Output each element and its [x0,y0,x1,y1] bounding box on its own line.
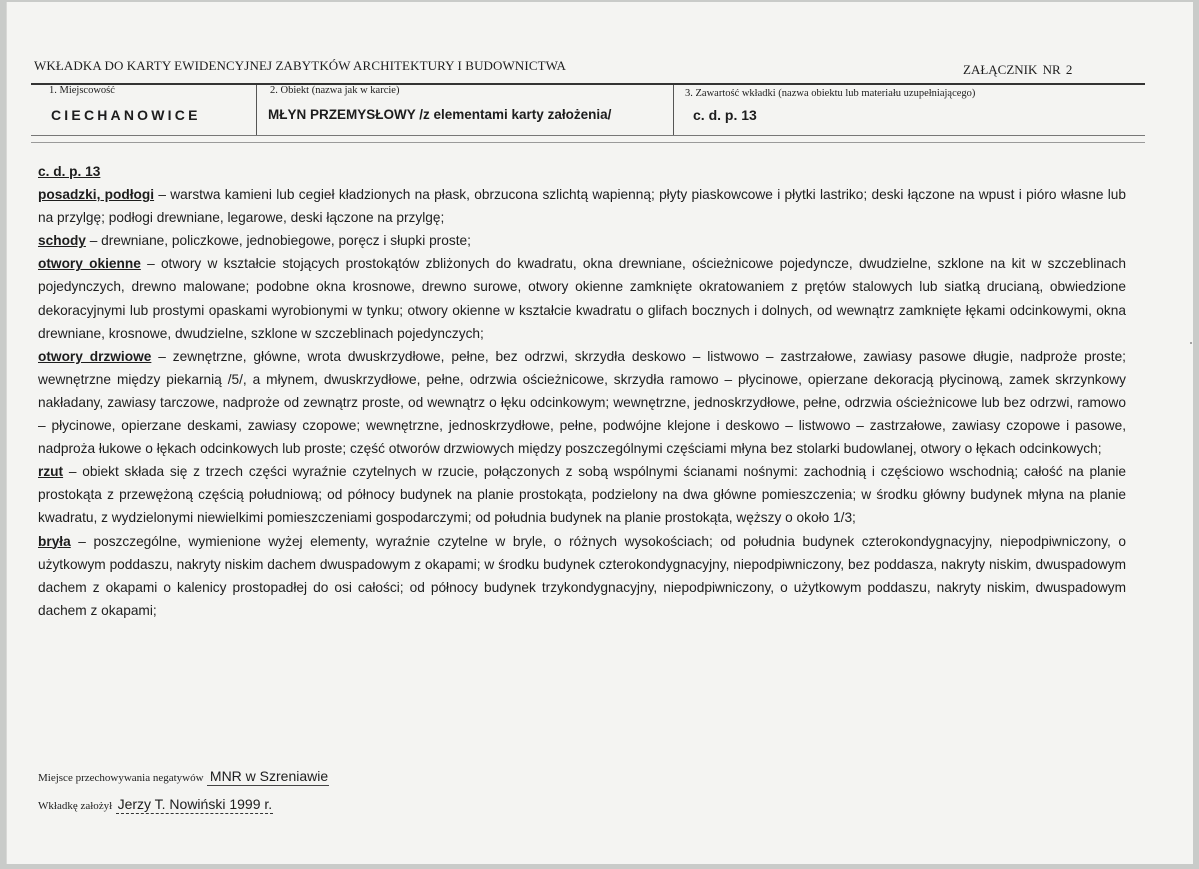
document-sheet [6,2,1193,864]
term-heading: schody [38,233,86,249]
field-object [257,85,673,135]
paragraph-floors [38,183,1126,229]
paragraph-text: – obiekt składa się z trzech części wyraźnie czytelnych w rzucie, połączonych z sobą wspólnymi ścianami nośnymi: zachodnią i częściowo wschodnią; całość na planie prostokąta z przewężoną częścią południową; od północy budynek na planie prostokąta, podzielony na dwa główne pomieszczenia; w środku główny budynek młyna na planie kwadratu, z wydzielonymi niewielkimi pomieszczeniami gospodarczymi; od południa budynek na planie prostokąta, węższy o około 1/3; [38,464,1126,526]
insert-author-value: Jerzy T. Nowiński 1999 r. [117,796,273,812]
paragraph-text: – otwory w kształcie stojących prostokątów zbliżonych do kwadratu, okna drewniane, ościeżnicowe pojedyncze, dwudzielne, szklone na kit w szczeblinach pojedynczych, drewno malowane; podobne okna krosnowe, drewno surowe, otwory okienne zamknięte okratowaniem z prętów stalowych lub siatką drucianą, obwiedzione dekoracyjnymi lub prostymi opaskami wyrobionymi w tynku; otwory okienne w kształcie kwadratu o glifach bocznych i dolnych, od wewnątrz zamknięte łękami odcinkowymi, okna drewniane, krosnowe, dwudzielne, szklone w szczeblinach pojedynczych; [38,256,1127,341]
annex-number: ZAŁĄCZNIK NR 2 [963,62,1073,77]
term-heading: posadzki, podłogi [38,187,155,203]
field-object-value: MŁYN PRZEMYSŁOWY /z elementami karty założenia/ [268,107,612,122]
content-top-rule [31,142,1145,143]
paragraph-text: – zewnętrzne, główne, wrota dwuskrzydłowe, pełne, bez odrzwi, skrzydła deskowo – listwowo – zastrzałowe, zawiasy pasowe długie, nadproże proste; wewnętrzne między piekarnią /5/, a młynem, dwuskrzydłowe, pełne, odrzwia ościeżnicowe, skrzydła ramowo – płycinowe, opierzane dekoracją płycinową, zamek skrzynkowy nakładany, zawiasy tarczowe, nadproże od zewnątrz proste, od wewnątrz o łęku odcinkowym; wewnętrzne, jednoskrzydłowe, pełne, odrzwia ościeżnicowe lub bez odrzwi, ramowo – płycinowe, opierzane deskami, zawiasy czopowe; wewnętrzne, jednoskrzydłowe, pełne, podwójne klejone i deskowo – listwowo – zastrzałowe, zawiasy czopowe i pasowe, nadproża łukowe o łękach odcinkowych lub proste; część otworów drzwiowych między poszczególnymi częściami młyna bez stolarki budowlanej, otwory o łękach odcinkowych; [38,348,1126,457]
field-insert-content-value: c. d. p. 13 [693,107,757,123]
paragraph-stairs [38,229,1126,252]
term-heading: otwory drzwiowe [38,348,152,364]
negatives-storage [38,768,329,786]
negatives-storage-value: MNR w Szreniawie [207,768,329,786]
field-locality [31,85,256,135]
insert-author-label: Wkładkę założył [38,800,113,812]
term-heading: rzut [38,464,64,480]
field-object-label: 2. Obiekt (nazwa jak w karcie) [270,85,400,96]
field-insert-content-label: 3. Zawartość wkładki (nazwa obiektu lub materiału uzupełniającego) [685,88,976,99]
fields-bottom-rule [31,135,1145,136]
document-title: WKŁADKA DO KARTY EWIDENCYJNEJ ZABYTKÓW ARCHITEKTURY I BUDOWNICTWA [34,58,567,73]
insert-author [38,796,273,814]
field-insert-content [674,85,1144,135]
term-heading: otwory okienne [38,256,141,272]
document-body [38,160,1126,622]
field-locality-label: 1. Miejscowość [49,85,115,96]
paragraph-text: – warstwa kamieni lub cegieł kładzionych na płask, obrzucona szlichtą wapienną; płyty piaskowcowe i płytki lastriko; deski łączone na wpust i pióro własne lub na przylgę; podłogi drewniane, legarowe, deski łączone na przylgę; [38,187,1126,226]
field-locality-value: CIECHANOWICE [51,107,201,123]
section-code: c. d. p. 13 [38,164,101,179]
paragraph-plan [38,460,1126,529]
paragraph-massing [38,530,1126,622]
edge-mark [1190,342,1192,344]
paragraph-windows [38,252,1126,344]
paragraph-text: – drewniane, policzkowe, jednobiegowe, poręcz i słupki proste; [85,233,471,249]
negatives-storage-label: Miejsce przechowywania negatywów [38,772,204,784]
paragraph-text: – poszczególne, wymienione wyżej elementy, wyraźnie czytelne w bryle, o różnych wysokościach; od południa budynek czterokondygnacyjny, niepodpiwniczony, o użytkowym poddaszu, nakryty niskim dachem dwuspadowym z okapami; w środku budynek czterokondygnacyjny, niepodpiwniczony, bez poddasza, nakryty niskim, dwuspadowym dachem z okapami o kalenicy prostopadłej do osi całości; od północy budynek trzykondygnacyjny, niepodpiwniczony, o użytkowym poddaszu, nakryty niskim, dwuspadowym dachem z okapami; [38,533,1126,618]
paragraph-doors [38,345,1126,460]
term-heading: bryła [38,533,71,549]
